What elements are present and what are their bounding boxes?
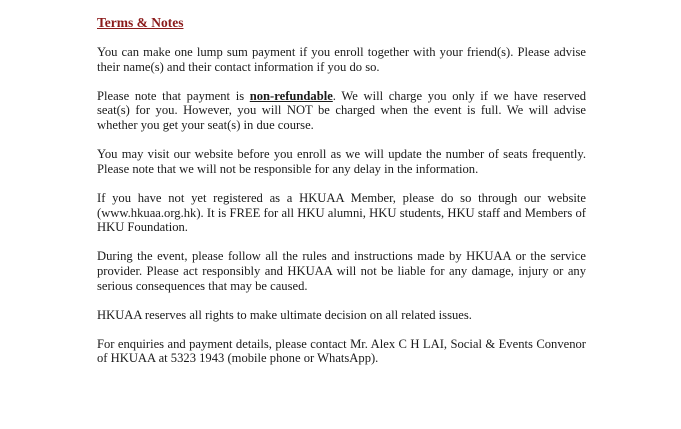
paragraph-refund-policy	[97, 89, 586, 133]
paragraph-event-rules: During the event, please follow all the rules and instructions made by HKUAA or the service provider. Please act responsibly and HKUAA will not be liable for any damage, injury or any serious consequences that may be caused.	[97, 249, 586, 293]
refund-text-after: . We will charge you only if we have reserved seat(s) for you. However, you will NOT be charged when the event is full. We will advise whether you get your seat(s) in due course.	[97, 88, 587, 132]
paragraph-website-seats: You may visit our website before you enroll as we will update the number of seats frequently. Please note that we will not be responsible for any delay in the information.	[97, 147, 586, 176]
terms-notes-section	[97, 15, 586, 381]
non-refundable-emphasis: non-refundable	[249, 88, 333, 103]
section-heading: Terms & Notes	[97, 15, 184, 30]
paragraph-contact: For enquiries and payment details, please contact Mr. Alex C H LAI, Social & Events Convenor of HKUAA at 5323 1943 (mobile phone or WhatsApp).	[97, 336, 586, 366]
refund-text-before: Please note that payment is	[97, 88, 250, 103]
paragraph-rights-reserved: HKUAA reserves all rights to make ultimate decision on all related issues.	[97, 307, 472, 322]
paragraph-membership: If you have not yet registered as a HKUAA Member, please do so through our website (www.hkuaa.org.hk). It is FREE for all HKU alumni, HKU students, HKU staff and Members of HKU Foundation.	[97, 190, 586, 235]
paragraph-lump-sum-payment: You can make one lump sum payment if you enroll together with your friend(s). Please advise their name(s) and their contact information if you do so.	[97, 45, 586, 74]
